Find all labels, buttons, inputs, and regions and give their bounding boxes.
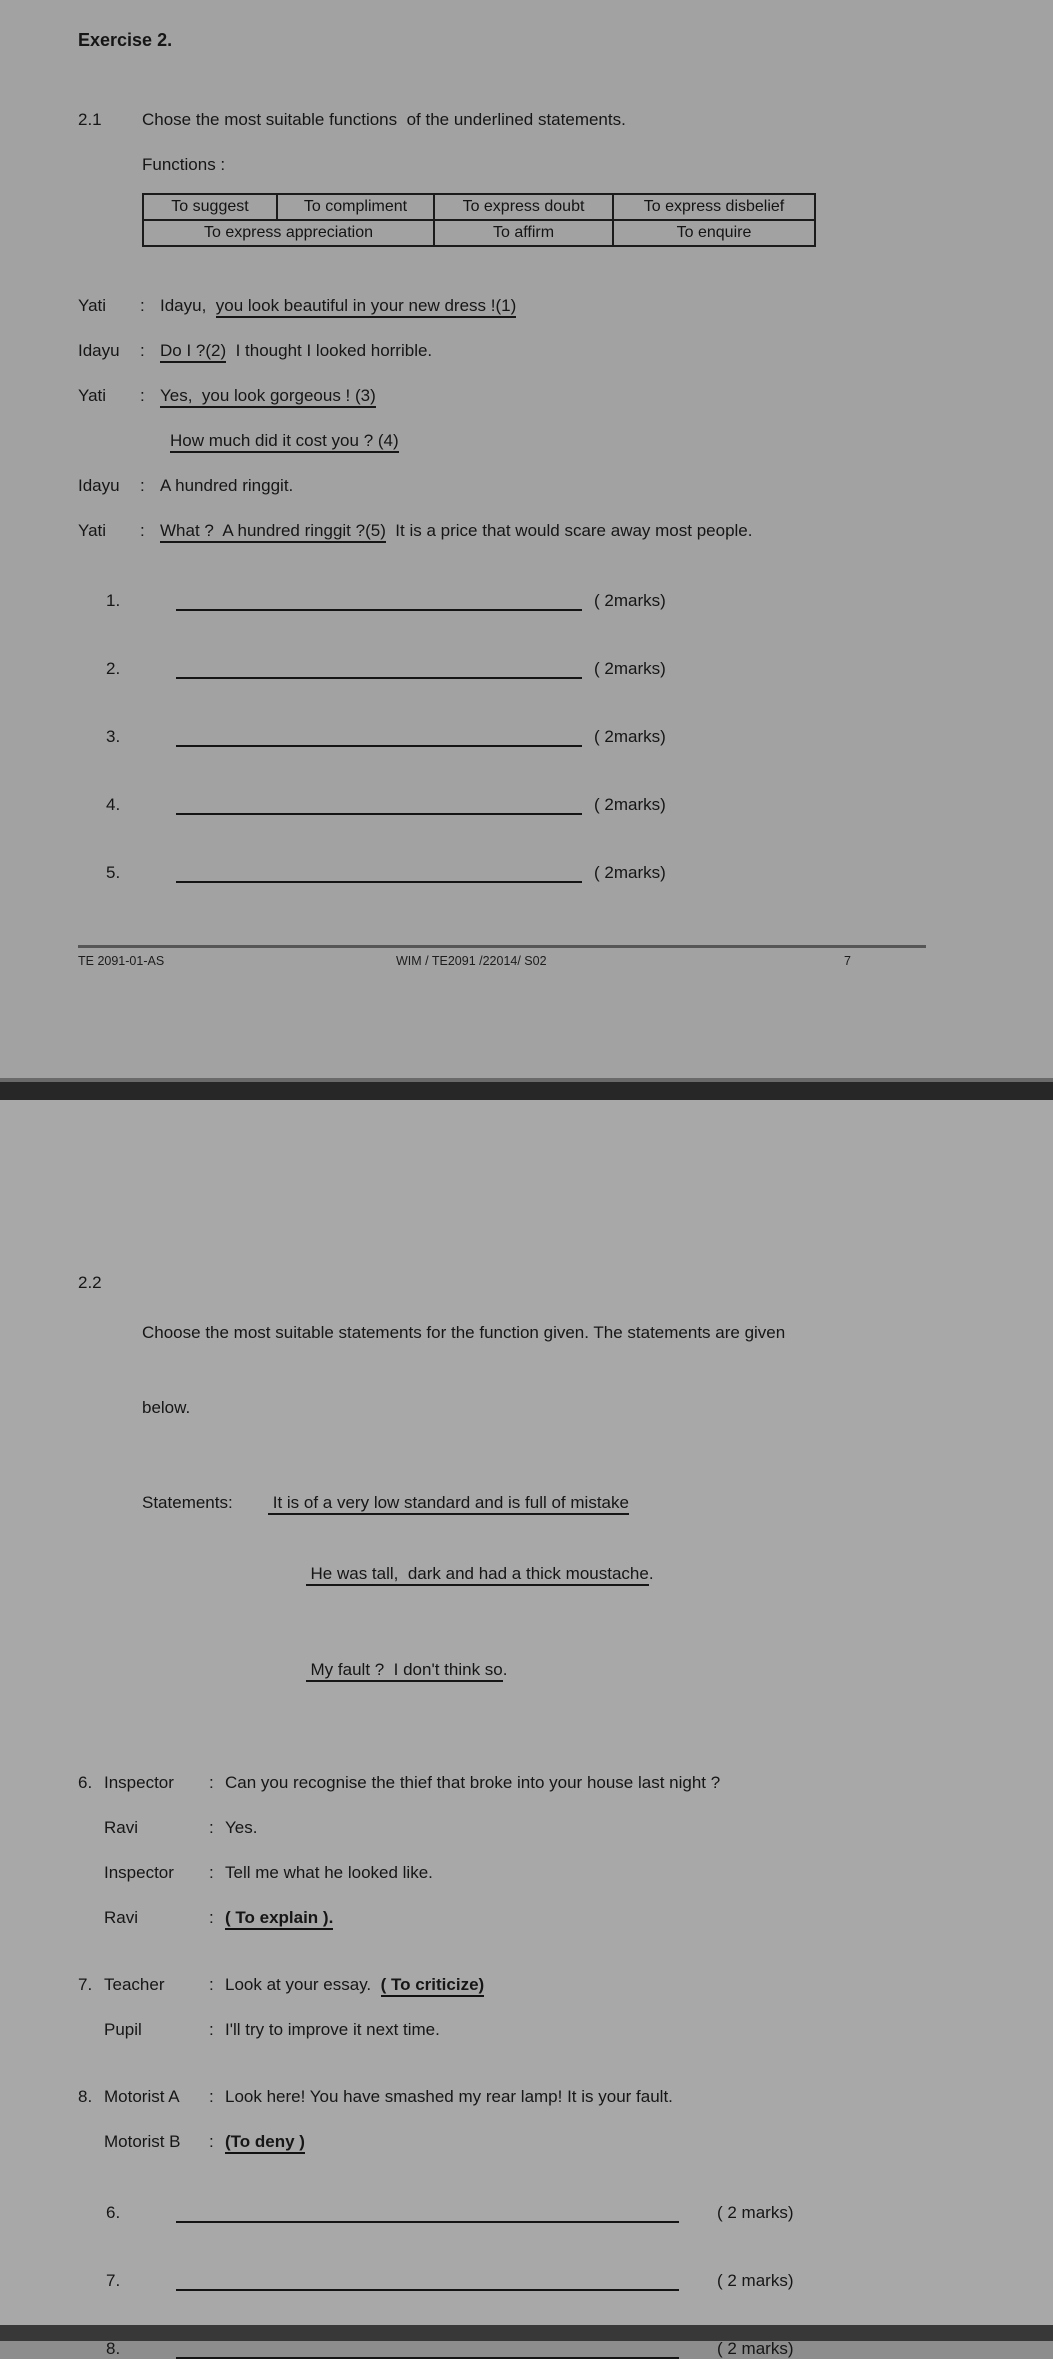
dialogue-2-1 (78, 293, 1053, 543)
marks-label: ( 2 marks) (717, 2271, 794, 2290)
dialogue-line (78, 1905, 1053, 1930)
functions-table-row-1 (143, 194, 815, 220)
item-number (78, 1815, 104, 1840)
answer-row (106, 654, 1053, 679)
item-6 (78, 1770, 1053, 1930)
statement-line: He was tall, dark and had a thick moustache. (268, 1536, 1053, 1611)
colon: : (209, 1908, 214, 1927)
item-number (78, 2129, 104, 2154)
dialogue-line (78, 2017, 1053, 2042)
statements-block (142, 1490, 1053, 1707)
dialogue-line (78, 1770, 1053, 1795)
marks-label: ( 2marks) (594, 591, 666, 610)
answer-blank-line (176, 2201, 679, 2223)
answer-number: 5. (106, 863, 121, 882)
dialogue-items (78, 1770, 1053, 2154)
dialogue-line (78, 473, 1053, 498)
answer-row (106, 858, 1053, 883)
marks-label: ( 2marks) (594, 727, 666, 746)
colon: : (140, 521, 145, 540)
answer-number: 4. (106, 795, 121, 814)
page-2 (0, 1100, 1053, 2358)
dialogue-line (78, 1972, 1053, 1997)
marks-label: ( 2marks) (594, 795, 666, 814)
speaker-name (78, 428, 140, 453)
colon: : (209, 2020, 214, 2039)
answer-blank-line (176, 657, 582, 679)
functions-label: Functions : (142, 155, 226, 174)
statement-line (142, 1490, 1053, 1515)
dialogue-line (78, 293, 1053, 318)
marks-label: ( 2marks) (594, 863, 666, 882)
item-number: 8. (78, 2087, 93, 2106)
page-1 (0, 0, 1053, 1078)
statement-line: My fault ? I don't think so. (268, 1632, 1053, 1707)
colon: : (209, 1863, 214, 1882)
answer-number: 1. (106, 591, 121, 610)
dialogue-line (78, 2129, 1053, 2154)
functions-table (142, 193, 816, 247)
item-7 (78, 1972, 1053, 2042)
underlined-statement: How much did it cost you ? (4) (170, 431, 399, 453)
answer-row (106, 586, 1053, 611)
speaker-name: Ravi (104, 1818, 139, 1837)
function-cue: (To deny ) (225, 2132, 305, 2154)
answer-row (106, 2266, 1053, 2291)
dialogue-line (78, 338, 1053, 363)
speaker-name: Idayu (78, 341, 120, 360)
colon: : (209, 1975, 214, 1994)
section-2-1 (78, 107, 1053, 132)
answer-number: 7. (106, 2271, 121, 2290)
dialogue-line (78, 1860, 1053, 1885)
dialogue-text: Look at your essay. ( To criticize) (225, 1972, 484, 1997)
dialogue-text (225, 1905, 333, 1930)
dialogue-line (78, 518, 1053, 543)
footer-rule (78, 945, 926, 948)
answer-blank-line (176, 2337, 679, 2359)
underlined-statement: He was tall, dark and had a thick moustache (306, 1564, 649, 1586)
colon: : (209, 2087, 214, 2106)
colon: : (140, 476, 145, 495)
speaker-name: Teacher (104, 1975, 165, 1994)
dialogue-text (225, 2129, 305, 2154)
function-option: To compliment (277, 194, 434, 220)
dialogue-text: Tell me what he looked like. (225, 1863, 433, 1882)
dialogue-line (78, 428, 1053, 453)
answer-number: 2. (106, 659, 121, 678)
marks-label: ( 2 marks) (717, 2203, 794, 2222)
item-number (78, 2017, 104, 2042)
functions-table-row-2 (143, 220, 815, 246)
answer-blank-line (176, 793, 582, 815)
answer-row (106, 722, 1053, 747)
exercise-title: Exercise 2. (78, 30, 173, 50)
speaker-name: Yati (78, 296, 107, 315)
answer-number: 6. (106, 2203, 121, 2222)
function-option: To enquire (613, 220, 815, 246)
dialogue-text: I'll try to improve it next time. (225, 2020, 440, 2039)
underlined-statement: Yes, you look gorgeous ! (3) (160, 386, 376, 408)
answer-number: 3. (106, 727, 121, 746)
function-option: To express doubt (434, 194, 613, 220)
colon: : (140, 341, 145, 360)
dialogue-line (78, 383, 1053, 408)
item-number (78, 1860, 104, 1885)
function-cue: ( To criticize) (381, 1975, 485, 1997)
colon: : (209, 1818, 214, 1837)
section-instruction: Chose the most suitable functions of the underlined statements. (142, 110, 626, 129)
function-cue: ( To explain ). (225, 1908, 333, 1930)
section-instruction: Choose the most suitable statements for the function given. The statements are given below. (142, 1323, 786, 1417)
underlined-statement: Do I ?(2) (160, 341, 226, 363)
answer-blank-line (176, 725, 582, 747)
function-option: To express disbelief (613, 194, 815, 220)
speaker-name: Motorist A (104, 2087, 180, 2106)
speaker-name: Motorist B (104, 2132, 181, 2151)
speaker-name: Yati (78, 386, 107, 405)
dialogue-text: Idayu, you look beautiful in your new dress !(1) (160, 293, 516, 318)
dialogue-text: Look here! You have smashed my rear lamp! It is your fault. (225, 2087, 673, 2106)
dialogue-text: Can you recognise the thief that broke into your house last night ? (225, 1773, 721, 1792)
dialogue-line (78, 1815, 1053, 1840)
speaker-name: Idayu (78, 476, 120, 495)
function-option: To suggest (143, 194, 277, 220)
dialogue-text (170, 428, 399, 453)
dialogue-text: What ? A hundred ringgit ?(5) It is a price that would scare away most people. (160, 518, 752, 543)
footer-doc-code: TE 2091-01-AS (78, 954, 165, 968)
colon: : (140, 296, 145, 315)
speaker-name: Ravi (104, 1908, 139, 1927)
colon (140, 428, 160, 453)
function-option: To affirm (434, 220, 613, 246)
speaker-name: Inspector (104, 1773, 174, 1792)
marks-label: ( 2 marks) (717, 2339, 794, 2358)
dialogue-text: Yes. (225, 1818, 258, 1837)
answer-section-2-1 (106, 586, 1053, 883)
underlined-statement: My fault ? I don't think so (306, 1660, 503, 1682)
statements-label: Statements: (142, 1493, 233, 1512)
underlined-statement: you look beautiful in your new dress !(1) (216, 296, 517, 318)
speaker-name: Inspector (104, 1863, 174, 1882)
underlined-statement: It is of a very low standard and is full of mistake (268, 1493, 629, 1515)
speaker-name: Pupil (104, 2020, 142, 2039)
marks-label: ( 2marks) (594, 659, 666, 678)
dialogue-text: Do I ?(2) I thought I looked horrible. (160, 338, 432, 363)
item-8 (78, 2084, 1053, 2154)
answer-blank-line (176, 2269, 679, 2291)
answer-row (106, 2334, 1053, 2359)
footer-page-number: 7 (844, 954, 851, 968)
footer-center-code: WIM / TE2091 /22014/ S02 (396, 954, 547, 968)
section-number: 2.1 (78, 110, 102, 129)
page-footer (78, 954, 926, 970)
section-number: 2.2 (78, 1273, 102, 1292)
colon: : (140, 386, 145, 405)
answer-row (106, 2198, 1053, 2223)
underlined-statement: What ? A hundred ringgit ?(5) (160, 521, 386, 543)
colon: : (209, 2132, 214, 2151)
item-number (78, 1905, 104, 1930)
dialogue-line (78, 2084, 1053, 2109)
dialogue-text: A hundred ringgit. (160, 476, 294, 495)
item-number: 6. (78, 1773, 93, 1792)
answer-number: 8. (106, 2339, 121, 2358)
speaker-name: Yati (78, 521, 107, 540)
answer-blank-line (176, 861, 582, 883)
colon: : (209, 1773, 214, 1792)
item-number: 7. (78, 1975, 93, 1994)
dialogue-text (160, 383, 376, 408)
section-2-2 (78, 1270, 1053, 1470)
page-break-band (0, 1078, 1053, 1100)
function-option: To express appreciation (143, 220, 434, 246)
answer-row (106, 790, 1053, 815)
answer-blank-line (176, 589, 582, 611)
answer-section-2-2 (106, 2198, 1053, 2359)
